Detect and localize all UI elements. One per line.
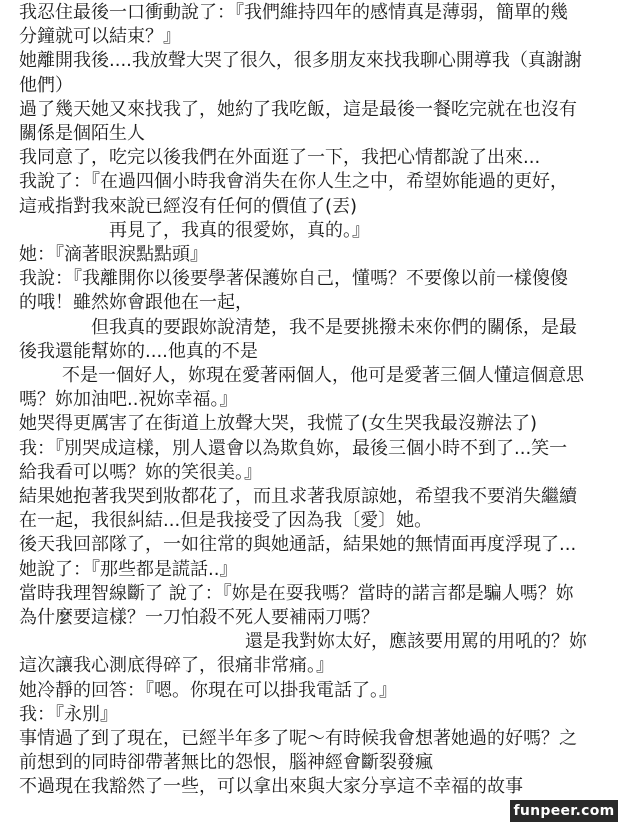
text-line: 後天我回部隊了，一如往常的與她通話，結果她的無情面再度浮現了... (19, 534, 577, 556)
text-line: 後我還能幫妳的....他真的不是 (19, 340, 258, 362)
text-line: 過了幾天她又來找我了，她約了我吃飯，這是最後一餐吃完就在也沒有 (19, 98, 577, 120)
text-line: 前想到的同時卻帶著無比的怨恨，腦神經會斷裂發瘋 (19, 752, 433, 774)
text-line: 我：『別哭成這樣，別人還會以為欺負妳，最後三個小時不到了...笑一 (19, 437, 568, 459)
text-line: 嗎？妳加油吧..祝妳幸福。』 (19, 389, 238, 411)
text-line: 在一起，我很糾結...但是我接受了因為我〔愛〕她。 (19, 510, 433, 532)
text-line: 他們） (19, 74, 73, 96)
text-line: 這戒指對我來說已經沒有任何的價值了(丟) (19, 195, 358, 217)
text-line: 她哭得更厲害了在街道上放聲大哭，我慌了(女生哭我最沒辦法了) (19, 413, 538, 435)
text-line: 她說了：『那些都是謊話..』 (19, 558, 238, 580)
text-line: 我說：『我離開你以後要學著保護妳自己，懂嗎？不要像以前一樣傻傻 (19, 268, 568, 290)
text-line: 的哦！雖然妳會跟他在一起， (19, 292, 253, 314)
text-line: 事情過了到了現在，已經半年多了呢～有時候我會想著她過的好嗎？之 (19, 728, 577, 749)
text-line: 她：『滴著眼淚點點頭』 (19, 244, 208, 265)
text-line: 分鐘就可以結束？』 (19, 26, 181, 48)
text-line: 我：『永別』 (19, 703, 118, 725)
text-line: 這次讓我心測底得碎了，很痛非常痛。』 (19, 655, 334, 677)
text-line: 我說了：『在過四個小時我會消失在你人生之中，希望妳能過的更好， (19, 171, 568, 193)
site-watermark: funpeer.com (510, 800, 618, 822)
text-line: 再見了，我真的很愛妳，真的。』 (109, 219, 370, 241)
text-line: 給我看可以嗎？妳的笑很美。』 (19, 461, 262, 483)
text-line: 不過現在我豁然了一些，可以拿出來與大家分享這不幸福的故事 (19, 776, 523, 798)
text-line: 我同意了，吃完以後我們在外面逛了一下，我把心情都說了出來... (19, 147, 541, 169)
text-line: 她離開我後....我放聲大哭了很久，很多朋友來找我聊心開導我（真謝謝 (19, 50, 582, 72)
text-line: 但我真的要跟妳說清楚，我不是要挑撥未來你們的關係，是最 (91, 316, 577, 338)
text-line: 結果她抱著我哭到妝都花了，而且求著我原諒她，希望我不要消失繼續 (19, 486, 577, 507)
text-line: 我忍住最後一口衝動說了：『我們維持四年的感情真是薄弱，簡單的幾 (19, 2, 568, 23)
text-line: 她冷靜的回答：『嗯。你現在可以掛我電話了。』 (19, 679, 397, 701)
text-line: 為什麼要這樣？一刀怕殺不死人要補兩刀嗎？ (19, 607, 379, 628)
text-line: 當時我理智線斷了 說了：『妳是在耍我嗎？當時的諾言都是騙人嗎？妳 (19, 582, 574, 604)
text-line: 還是我對妳太好，應該要用罵的用吼的？妳 (245, 631, 587, 653)
text-line: 關係是個陌生人 (19, 123, 145, 144)
text-line: 不是一個好人，妳現在愛著兩個人，他可是愛著三個人懂這個意思 (62, 365, 584, 386)
